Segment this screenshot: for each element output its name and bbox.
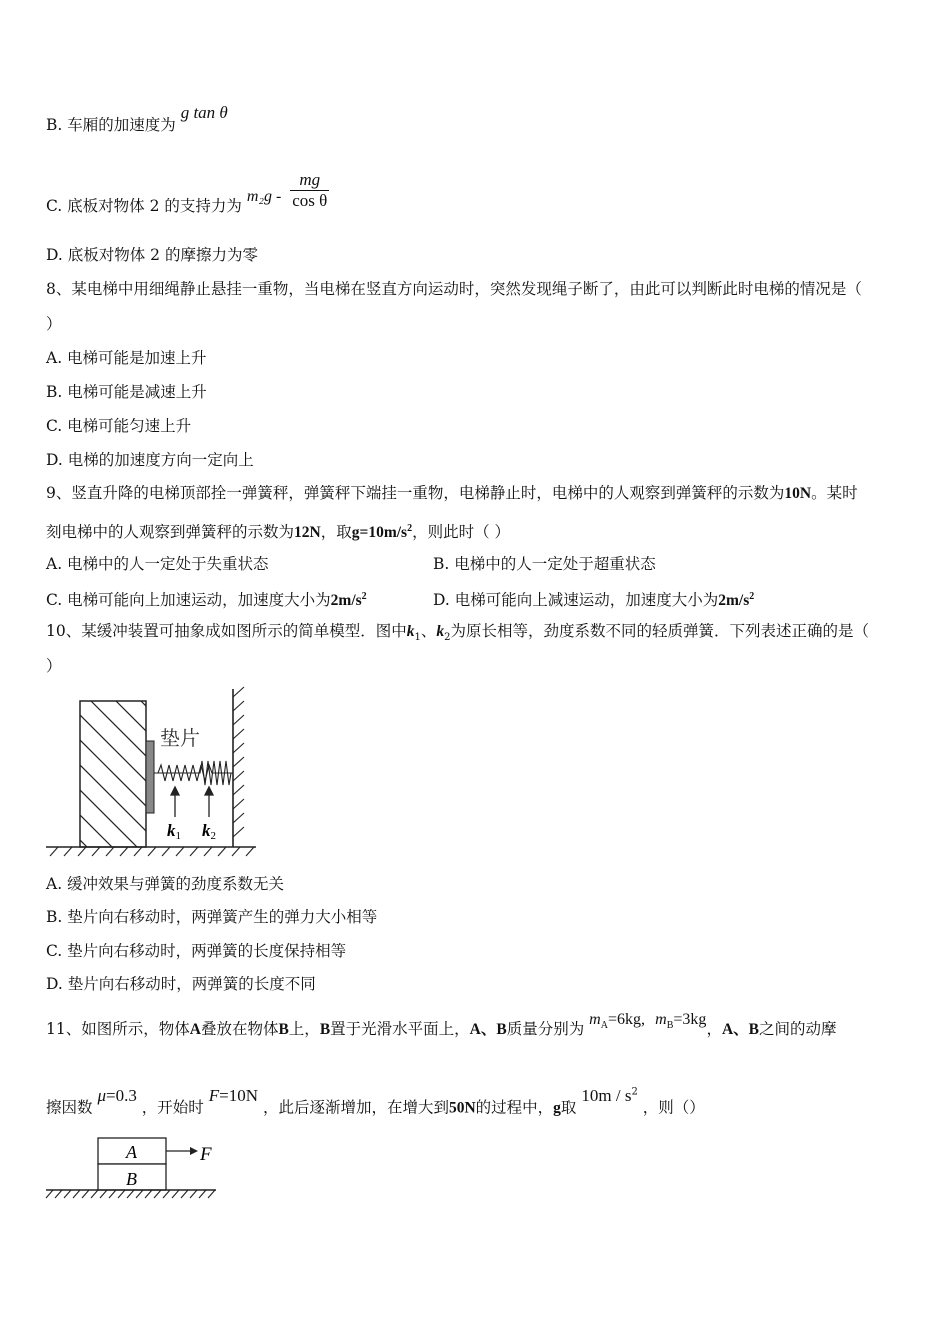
q10-stem-line2: ） bbox=[46, 657, 62, 675]
q9-option-a: A. 电梯中的人一定处于失重状态 bbox=[46, 555, 269, 573]
q8-option-d: D. 电梯的加速度方向一定向上 bbox=[46, 451, 254, 469]
q8-stem-line1: 8、某电梯中用细绳静止悬挂一重物，当电梯在竖直方向运动时，突然发现绳子断了，由此可以判断此时电梯的情况是（ bbox=[46, 280, 862, 298]
q11-stem-line1: 11、如图所示，物体A叠放在物体B上，B置于光滑水平面上，A、B质量分别为 $m_A=6kg$, $m_B=3kg$，A、B之间的动摩 bbox=[46, 1011, 837, 1038]
spring-k2 bbox=[154, 761, 233, 785]
svg-text:F: F bbox=[200, 1144, 212, 1165]
q8-option-a: A. 电梯可能是加速上升 bbox=[46, 349, 207, 367]
q10-option-b: B. 垫片向右移动时，两弹簧产生的弹力大小相等 bbox=[46, 908, 378, 926]
q8-option-b: B. 电梯可能是减速上升 bbox=[46, 383, 207, 401]
q11-blocks-figure bbox=[40, 1132, 230, 1207]
q8-stem-line2: ） bbox=[46, 315, 62, 333]
q10-option-c: C. 垫片向右移动时，两弹簧的长度保持相等 bbox=[46, 942, 347, 960]
q9-option-b: B. 电梯中的人一定处于超重状态 bbox=[433, 555, 656, 573]
q11-force-formula: F=10N bbox=[208, 1085, 258, 1105]
q11-stem-line2: 擦因数 μ=0.3 ，开始时 F=10N ，此后逐渐增加，在增大到50N的过程中，g取 $10m / s^2$ ，则（） bbox=[46, 1085, 705, 1117]
q7-option-d: D. 底板对物体 2 的摩擦力为零 bbox=[46, 246, 258, 264]
q9-option-c: C. 电梯可能向上加速运动，加速度大小为$2m/s^2$ bbox=[46, 591, 367, 610]
q10-stem-line1: 10、某缓冲装置可抽象成如图所示的简单模型．图中$k_1$、$k_2$为原长相等，劲度系数不同的轻质弹簧．下列表述正确的是（ bbox=[46, 622, 870, 644]
svg-text:B: B bbox=[126, 1169, 137, 1189]
k1-label: k1 bbox=[167, 821, 181, 842]
q11-g-formula: $10m / s^2$ bbox=[581, 1085, 638, 1105]
q10-option-d: D. 垫片向右移动时，两弹簧的长度不同 bbox=[46, 975, 316, 993]
buffer-pad bbox=[146, 741, 154, 813]
pad-label: 垫片 bbox=[160, 726, 200, 750]
q9-option-d: D. 电梯可能向上减速运动，加速度大小为$2m/s^2$ bbox=[433, 591, 755, 610]
q7-c-fraction: $\frac{mg}{\text{cos θ}}$ bbox=[292, 170, 328, 210]
svg-text:A: A bbox=[126, 1142, 137, 1162]
q7-option-b: B. 车厢的加速度为 g tan θ bbox=[46, 103, 228, 134]
q10-option-a: A. 缓冲效果与弹簧的劲度系数无关 bbox=[46, 875, 285, 893]
q11-mass-formula: $m_A=6kg$, $m_B=3kg$ bbox=[589, 1011, 707, 1032]
q10-buffer-figure bbox=[40, 685, 260, 860]
q9-stem-line2: 刻电梯中的人观察到弹簧秤的示数为12N，取$g=10m/s^2$，则此时（ ） bbox=[46, 523, 511, 542]
q8-option-c: C. 电梯可能匀速上升 bbox=[46, 417, 192, 435]
q7-c-formula-lhs: m₂g - bbox=[246, 187, 282, 205]
k2-label: k2 bbox=[202, 821, 216, 842]
q9-stem-line1: 9、竖直升降的电梯顶部拴一弹簧秤，弹簧秤下端挂一重物，电梯静止时，电梯中的人观察到弹簧秤的示数为10N。某时 bbox=[46, 484, 858, 502]
q7-option-c: C. 底板对物体 2 的支持力为 m₂g - $\frac{mg}{\text{cos θ}}$ bbox=[46, 170, 328, 215]
q7-b-formula: g tan θ bbox=[180, 103, 228, 122]
q11-mu-formula: μ=0.3 bbox=[97, 1085, 137, 1105]
